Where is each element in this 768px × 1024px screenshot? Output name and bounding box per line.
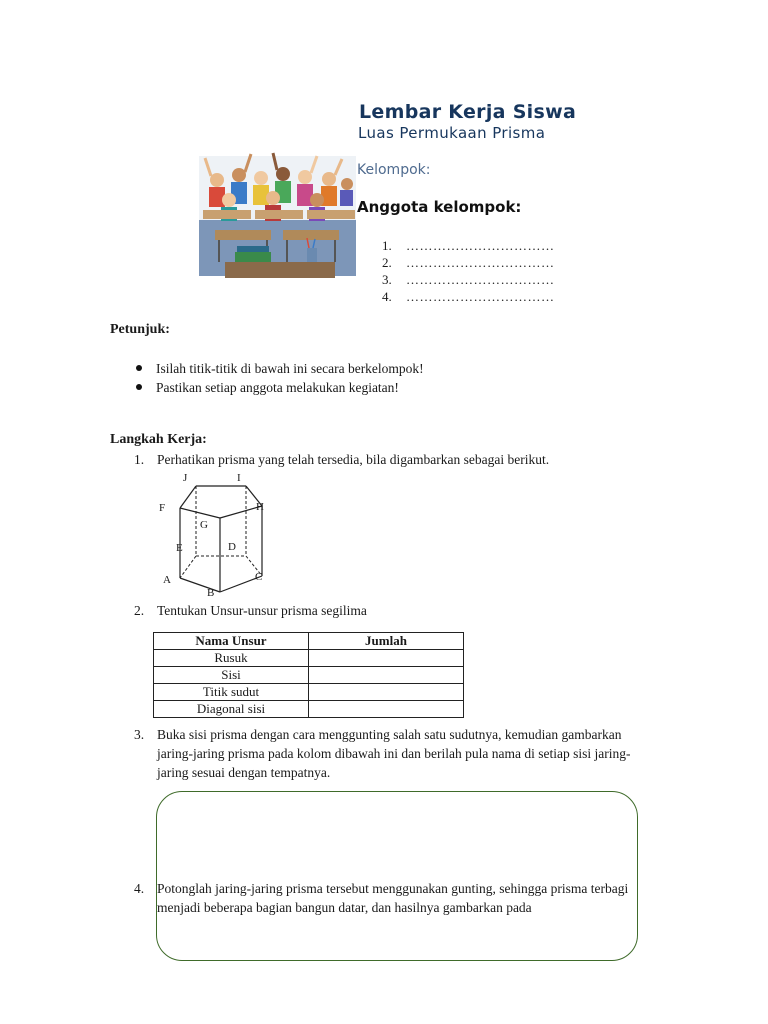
petunjuk-item: Isilah titik-titik di bawah ini secara berkelompok!	[134, 359, 424, 378]
member-item	[382, 237, 555, 254]
step-4	[134, 879, 674, 919]
petunjuk-list	[134, 359, 424, 397]
petunjuk-item: Pastikan setiap anggota melakukan kegiatan!	[134, 378, 424, 397]
step-2	[134, 601, 674, 620]
page-title: Lembar Kerja Siswa	[359, 101, 577, 123]
step-number: 4.	[134, 881, 145, 896]
member-blank[interactable]: ……………………………	[406, 255, 555, 270]
vertex-label-g: G	[200, 519, 208, 531]
table-header-row	[154, 633, 464, 650]
step-1	[134, 450, 674, 469]
table-row	[154, 684, 464, 701]
unsur-name-cell: Sisi	[154, 667, 309, 684]
member-number: 3.	[382, 272, 392, 287]
unsur-name-cell: Diagonal sisi	[154, 701, 309, 718]
step-text: Tentukan Unsur-unsur prisma segilima	[157, 603, 367, 618]
step-text: Perhatikan prisma yang telah tersedia, bila digambarkan sebagai berikut.	[157, 452, 550, 467]
member-number: 2.	[382, 255, 392, 270]
table-row	[154, 650, 464, 667]
table-row	[154, 701, 464, 718]
step-text: Buka sisi prisma dengan cara menggunting salah satu sudutnya, kemudian gambarkan jaring-jaring prisma pada kolom dibawah ini dan berilah pula nama di setiap sisi jaring-jaring sesuai dengan tempatnya.	[157, 727, 631, 780]
table-row	[154, 667, 464, 684]
kelompok-label: Kelompok:	[357, 162, 431, 178]
member-blank[interactable]: ……………………………	[406, 289, 555, 304]
member-list	[382, 237, 555, 305]
pentagonal-prism-figure	[150, 470, 290, 602]
vertex-label-e: E	[176, 542, 183, 554]
vertex-label-j: J	[183, 472, 188, 484]
step-number: 3.	[134, 727, 145, 742]
vertex-label-c: C	[255, 571, 263, 583]
member-number: 4.	[382, 289, 392, 304]
step-text: Potonglah jaring-jaring prisma tersebut menggunakan gunting, sehingga prisma terbagi menjadi beberapa bagian bangun datar, dan hasilnya gambarkan pada	[157, 881, 629, 915]
jumlah-cell[interactable]	[309, 701, 464, 718]
member-blank[interactable]: ……………………………	[406, 272, 555, 287]
page-subtitle: Luas Permukaan Prisma	[358, 124, 546, 142]
step-number: 1.	[134, 452, 145, 467]
langkah-heading: Langkah Kerja:	[110, 432, 207, 447]
drawing-box[interactable]	[156, 791, 638, 961]
unsur-name-cell: Rusuk	[154, 650, 309, 667]
vertex-label-h: H	[256, 501, 264, 513]
member-item	[382, 271, 555, 288]
jumlah-cell[interactable]	[309, 650, 464, 667]
jumlah-cell[interactable]	[309, 684, 464, 701]
member-blank[interactable]: ……………………………	[406, 238, 555, 253]
unsur-name-cell: Titik sudut	[154, 684, 309, 701]
vertex-label-i: I	[237, 472, 241, 484]
vertex-label-f: F	[159, 502, 166, 514]
column-header: Nama Unsur	[154, 633, 309, 650]
vertex-label-b: B	[207, 587, 215, 599]
anggota-label: Anggota kelompok:	[357, 198, 522, 216]
member-item	[382, 288, 555, 305]
unsur-table	[153, 632, 464, 718]
petunjuk-heading: Petunjuk:	[110, 322, 170, 337]
vertex-label-d: D	[228, 541, 236, 553]
member-item	[382, 254, 555, 271]
step-number: 2.	[134, 603, 145, 618]
jumlah-cell[interactable]	[309, 667, 464, 684]
vertex-label-a: A	[163, 574, 171, 586]
column-header: Jumlah	[309, 633, 464, 650]
member-number: 1.	[382, 238, 392, 253]
step-3	[134, 725, 674, 783]
classroom-illustration	[195, 150, 360, 282]
